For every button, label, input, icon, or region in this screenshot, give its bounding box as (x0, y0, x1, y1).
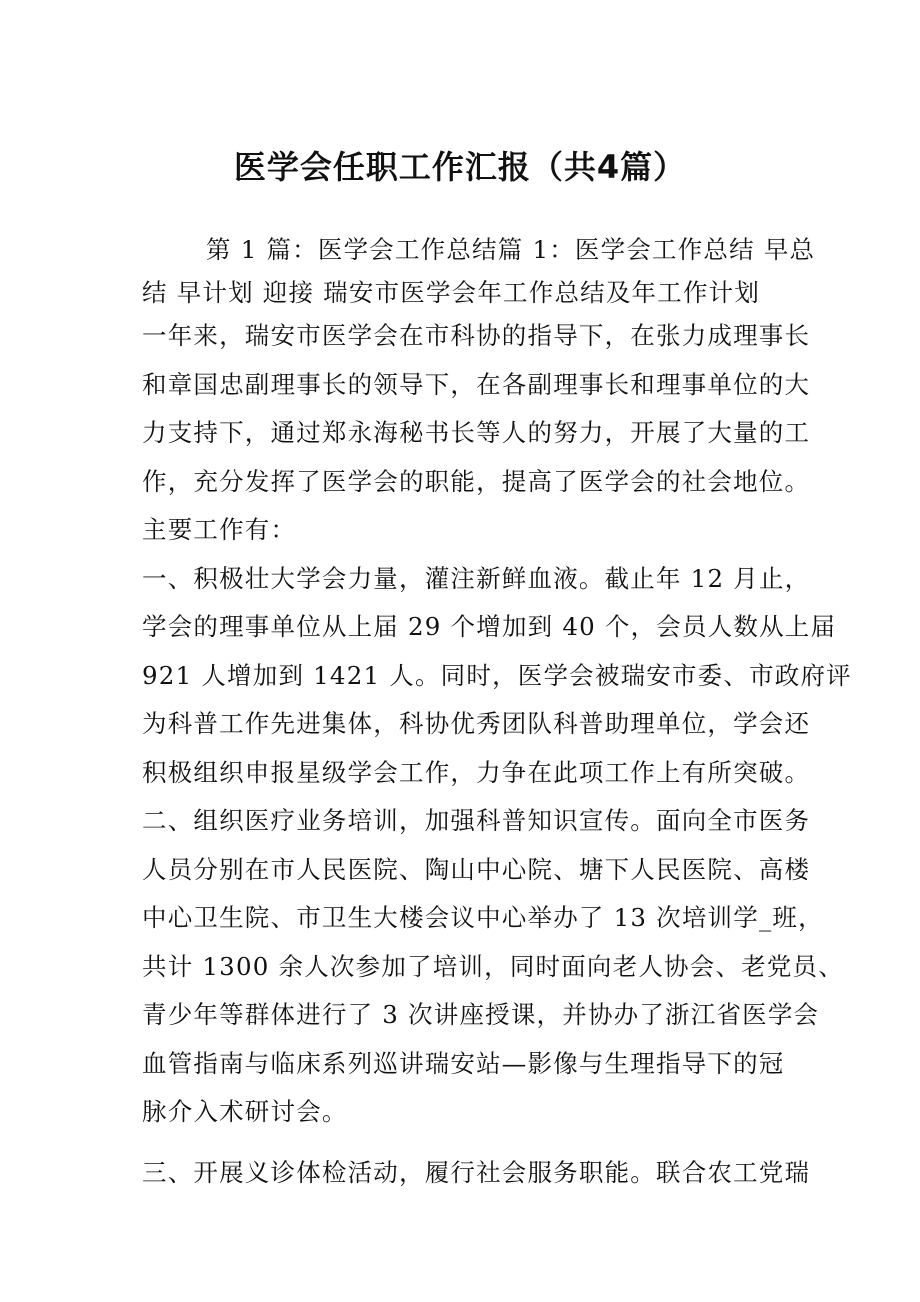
paragraph-line: 积极组织申报星级学会工作，力争在此项工作上有所突破。 (142, 757, 811, 787)
paragraph-line: 人员分别在市人民医院、陶山中心院、塘下人民医院、高楼 (142, 854, 811, 884)
paragraph-line: 一年来，瑞安市医学会在市科协的指导下，在张力成理事长 (142, 321, 811, 350)
paragraph-line: 三、开展义诊体检活动，履行社会服务职能。联合农工党瑞 (142, 1157, 811, 1187)
paragraph-line: 二、组织医疗业务培训，加强科普知识宣传。面向全市医务 (142, 806, 811, 835)
paragraph-line: 结 早计划 迎接 瑞安市医学会年工作总结及年工作计划 (142, 278, 761, 307)
document-body (142, 226, 852, 1197)
paragraph-line: 为科普工作先进集体，科协优秀团队科普助理单位，学会还 (142, 709, 811, 738)
paragraph-line: 第 1 篇：医学会工作总结篇 1：医学会工作总结 早总 (206, 235, 816, 264)
document-title: 医学会任职工作汇报（共4篇） (233, 148, 687, 186)
paragraph-line: 学会的理事单位从上届 29 个增加到 40 个，会员人数从上届 (142, 612, 837, 641)
paragraph-line: 脉介入术研讨会。 (142, 1097, 348, 1126)
paragraph-line: 力支持下，通过郑永海秘书长等人的努力，开展了大量的工 (142, 418, 811, 447)
paragraph-line: 共计 1300 余人次参加了培训，同时面向老人协会、老党员、 (142, 951, 844, 981)
paragraph-line: 作，充分发挥了医学会的职能，提高了医学会的社会地位。 (142, 466, 811, 496)
paragraph-line: 主要工作有： (142, 515, 297, 544)
paragraph-line: 中心卫生院、市卫生大楼会议中心举办了 13 次培训学_班， (142, 903, 824, 932)
paragraph-line: 一、积极壮大学会力量，灌注新鲜血液。截止年 12 月止， (142, 563, 811, 593)
paragraph-line: 和章国忠副理事长的领导下，在各副理事长和理事单位的大 (142, 369, 811, 399)
paragraph-line: 血管指南与临床系列巡讲瑞安站—影像与生理指导下的冠 (142, 1048, 785, 1078)
paragraph-line: 青少年等群体进行了 3 次讲座授课，并协办了浙江省医学会 (142, 1000, 820, 1029)
paragraph-line: 921 人增加到 1421 人。同时，医学会被瑞安市委、市政府评 (142, 660, 852, 690)
